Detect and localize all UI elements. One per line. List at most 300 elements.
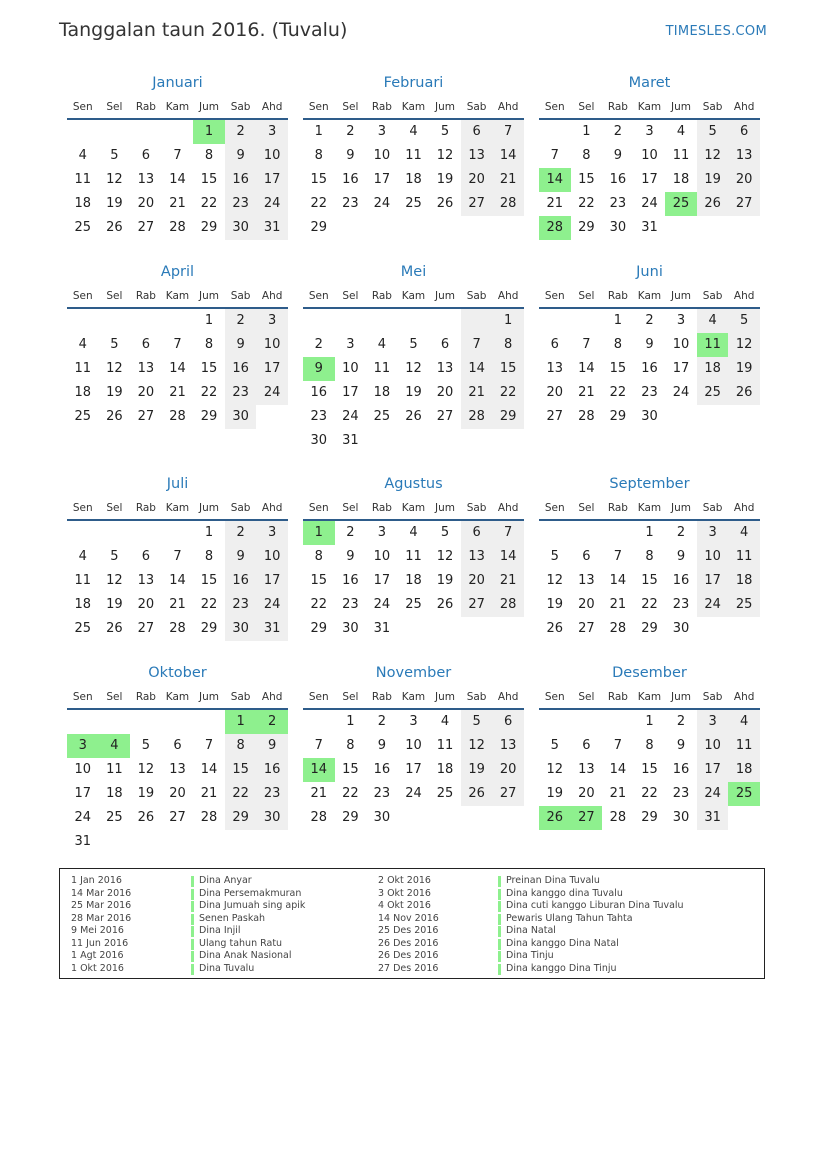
day-cell: 31 bbox=[641, 220, 658, 235]
day-cell: 6 bbox=[550, 337, 559, 352]
day-cell: 2 bbox=[676, 525, 686, 540]
day-cell: 19 bbox=[405, 385, 422, 400]
day-cell: 9 bbox=[613, 148, 623, 163]
day-cell: 11 bbox=[405, 148, 422, 163]
day-cell: 27 bbox=[461, 593, 493, 617]
month-mei bbox=[303, 259, 524, 453]
day-cell: 15 bbox=[200, 172, 218, 187]
weekday-header bbox=[303, 96, 524, 120]
day-cell: 14 bbox=[492, 545, 524, 569]
day-cell: 26 bbox=[546, 621, 564, 636]
weekday-label: Sel bbox=[106, 290, 123, 302]
day-grid bbox=[303, 120, 524, 240]
day-cell: 12 bbox=[436, 148, 454, 163]
empty-day-cell bbox=[539, 521, 571, 545]
day-cell: 31 bbox=[373, 621, 391, 636]
month-juni bbox=[539, 259, 760, 429]
month-name: Januari bbox=[152, 75, 203, 91]
weekday-label: Sab bbox=[466, 101, 487, 113]
day-cell: 2 bbox=[314, 337, 323, 352]
day-cell: 15 bbox=[200, 361, 218, 376]
day-cell: 11 bbox=[405, 549, 422, 564]
day-cell: 26 bbox=[405, 409, 422, 424]
empty-day-cell bbox=[67, 120, 99, 144]
day-cell: 25 bbox=[74, 409, 92, 424]
legend-name: Dina Injil bbox=[199, 925, 241, 936]
day-cell: 21 bbox=[578, 385, 595, 400]
day-grid bbox=[539, 521, 760, 641]
empty-day-cell bbox=[303, 710, 335, 734]
day-cell: 6 bbox=[440, 337, 450, 352]
day-cell: 5 bbox=[550, 549, 559, 564]
day-cell: 30 bbox=[609, 220, 627, 235]
weekday-label: Ahd bbox=[497, 691, 519, 703]
legend-name: Dina kanggo dina Tuvalu bbox=[506, 887, 623, 899]
empty-day-cell bbox=[366, 309, 398, 333]
day-cell: 23 bbox=[373, 786, 391, 801]
day-cell: 20 bbox=[461, 168, 493, 192]
day-cell: 4 bbox=[697, 309, 729, 333]
month-agustus bbox=[303, 471, 524, 641]
day-cell: 26 bbox=[137, 810, 155, 825]
day-cell: 2 bbox=[225, 309, 257, 333]
legend-name: Dina cuti kanggo Liburan Dina Tuvalu bbox=[506, 900, 684, 911]
day-cell: 15 bbox=[578, 172, 595, 187]
day-cell: 7 bbox=[613, 738, 623, 753]
day-cell: 8 bbox=[582, 148, 591, 163]
day-cell: 13 bbox=[137, 172, 155, 187]
empty-day-cell bbox=[67, 521, 99, 545]
day-cell: 23 bbox=[641, 385, 658, 400]
day-cell: 3 bbox=[256, 309, 288, 333]
day-cell: 24 bbox=[373, 196, 391, 211]
day-cell: 1 bbox=[645, 714, 654, 729]
day-cell: 13 bbox=[137, 573, 155, 588]
day-cell: 21 bbox=[169, 385, 186, 400]
day-cell: 1 bbox=[346, 714, 355, 729]
weekday-label: Ahd bbox=[261, 502, 283, 514]
day-cell: 26 bbox=[106, 220, 123, 235]
weekday-header bbox=[539, 686, 760, 710]
day-cell: 27 bbox=[137, 621, 155, 636]
day-cell: 14 bbox=[609, 573, 627, 588]
day-cell: 23 bbox=[672, 597, 690, 612]
weekday-label: Ahd bbox=[497, 101, 519, 113]
day-cell: 7 bbox=[582, 337, 591, 352]
legend-date: 14 Nov 2016 bbox=[378, 912, 439, 924]
day-cell: 7 bbox=[550, 148, 559, 163]
day-cell: 24 bbox=[405, 786, 422, 801]
day-cell: 15 bbox=[225, 758, 257, 782]
day-cell: 18 bbox=[74, 385, 92, 400]
legend-name: Dina kanggo Dina Tinju bbox=[506, 962, 617, 974]
empty-day-cell bbox=[162, 710, 194, 734]
day-cell: 2 bbox=[346, 525, 355, 540]
day-cell: 31 bbox=[342, 433, 359, 448]
day-cell: 18 bbox=[405, 573, 422, 588]
weekday-label: Ahd bbox=[733, 101, 755, 113]
day-cell: 11 bbox=[373, 361, 391, 376]
weekday-label: Kam bbox=[401, 101, 426, 113]
month-name: Maret bbox=[628, 75, 671, 91]
day-cell: 28 bbox=[169, 409, 186, 424]
day-cell: 9 bbox=[676, 549, 686, 564]
month-oktober bbox=[67, 660, 288, 854]
day-cell: 6 bbox=[728, 120, 760, 144]
day-cell: 30 bbox=[641, 409, 658, 424]
legend-name: Senen Paskah bbox=[199, 912, 266, 924]
day-cell: 29 bbox=[342, 810, 359, 825]
day-cell: 4 bbox=[78, 337, 87, 352]
legend-date: 11 Jun 2016 bbox=[71, 937, 129, 949]
day-cell: 9 bbox=[225, 545, 257, 569]
day-cell: 22 bbox=[641, 597, 658, 612]
day-cell: 8 bbox=[204, 549, 214, 564]
day-cell: 28 bbox=[609, 810, 627, 825]
weekday-label: Rab bbox=[371, 691, 392, 703]
weekday-label: Sel bbox=[342, 101, 359, 113]
weekday-label: Sen bbox=[544, 101, 565, 113]
weekday-label: Sel bbox=[578, 101, 595, 113]
day-cell: 15 bbox=[641, 573, 658, 588]
weekday-header bbox=[67, 96, 288, 120]
day-cell: 27 bbox=[137, 409, 155, 424]
day-cell: 25 bbox=[106, 810, 123, 825]
legend-marker bbox=[498, 939, 501, 950]
day-cell: 30 bbox=[256, 806, 288, 830]
empty-day-cell bbox=[99, 521, 131, 545]
day-cell: 3 bbox=[346, 337, 355, 352]
weekday-label: Ahd bbox=[261, 290, 283, 302]
day-cell: 17 bbox=[74, 786, 92, 801]
day-cell: 19 bbox=[728, 357, 760, 381]
day-cell: 2 bbox=[613, 124, 623, 139]
day-cell: 12 bbox=[697, 144, 729, 168]
day-cell: 15 bbox=[641, 762, 658, 777]
day-cell: 20 bbox=[461, 569, 493, 593]
day-cell: 30 bbox=[672, 621, 690, 636]
day-cell: 21 bbox=[461, 381, 493, 405]
day-cell: 13 bbox=[461, 545, 493, 569]
day-cell: 19 bbox=[436, 172, 454, 187]
day-cell: 29 bbox=[492, 405, 524, 429]
day-cell: 20 bbox=[436, 385, 454, 400]
month-name: Agustus bbox=[384, 476, 443, 492]
day-cell: 16 bbox=[672, 762, 690, 777]
weekday-label: Sel bbox=[578, 691, 595, 703]
day-cell: 18 bbox=[697, 357, 729, 381]
day-cell: 13 bbox=[461, 144, 493, 168]
day-cell: 3 bbox=[377, 525, 387, 540]
day-cell: 8 bbox=[346, 738, 355, 753]
legend-marker bbox=[498, 964, 501, 975]
day-grid bbox=[303, 521, 524, 641]
day-cell: 18 bbox=[74, 597, 92, 612]
day-cell: 10 bbox=[256, 333, 288, 357]
day-cell: 5 bbox=[728, 309, 760, 333]
legend-date: 1 Agt 2016 bbox=[71, 950, 124, 961]
holiday-day-cell: 26 bbox=[539, 806, 571, 830]
weekday-header bbox=[67, 285, 288, 309]
day-cell: 13 bbox=[578, 762, 595, 777]
day-cell: 28 bbox=[492, 593, 524, 617]
day-cell: 1 bbox=[492, 309, 524, 333]
day-cell: 4 bbox=[409, 124, 418, 139]
holiday-day-cell: 14 bbox=[539, 168, 571, 192]
month-name: November bbox=[375, 665, 452, 681]
day-cell: 5 bbox=[697, 120, 729, 144]
day-cell: 6 bbox=[582, 738, 591, 753]
legend-marker bbox=[191, 926, 194, 937]
day-cell: 14 bbox=[461, 357, 493, 381]
legend-name: Dina Anak Nasional bbox=[199, 950, 292, 961]
day-cell: 15 bbox=[310, 573, 328, 588]
day-cell: 25 bbox=[728, 593, 760, 617]
weekday-label: Jum bbox=[199, 101, 220, 113]
day-cell: 12 bbox=[106, 361, 123, 376]
empty-day-cell bbox=[130, 710, 162, 734]
legend-date: 1 Okt 2016 bbox=[71, 962, 124, 974]
day-cell: 16 bbox=[342, 573, 359, 588]
day-grid bbox=[303, 309, 524, 453]
day-cell: 3 bbox=[697, 521, 729, 545]
day-cell: 12 bbox=[405, 361, 422, 376]
day-cell: 27 bbox=[461, 192, 493, 216]
day-cell: 11 bbox=[436, 738, 454, 753]
day-cell: 6 bbox=[582, 549, 591, 564]
day-cell: 21 bbox=[169, 597, 186, 612]
day-cell: 15 bbox=[310, 172, 328, 187]
day-cell: 2 bbox=[645, 313, 654, 328]
month-februari bbox=[303, 70, 524, 240]
day-cell: 24 bbox=[697, 782, 729, 806]
weekday-label: Sel bbox=[106, 691, 123, 703]
legend-date: 27 Des 2016 bbox=[378, 962, 439, 974]
day-cell: 11 bbox=[74, 573, 92, 588]
weekday-header bbox=[539, 96, 760, 120]
weekday-label: Kam bbox=[165, 502, 190, 514]
day-cell: 5 bbox=[141, 738, 151, 753]
day-cell: 10 bbox=[74, 762, 92, 777]
day-cell: 25 bbox=[74, 621, 92, 636]
day-cell: 13 bbox=[169, 762, 186, 777]
day-cell: 3 bbox=[256, 120, 288, 144]
legend-name: Dina Natal bbox=[506, 925, 556, 936]
day-cell: 16 bbox=[225, 569, 257, 593]
day-cell: 16 bbox=[672, 573, 690, 588]
legend-marker bbox=[498, 876, 501, 887]
empty-day-cell bbox=[130, 120, 162, 144]
day-cell: 22 bbox=[200, 196, 218, 211]
day-cell: 8 bbox=[314, 148, 323, 163]
day-cell: 26 bbox=[461, 782, 493, 806]
day-cell: 10 bbox=[641, 148, 658, 163]
day-cell: 17 bbox=[373, 573, 391, 588]
weekday-label: Sen bbox=[72, 691, 93, 703]
day-cell: 7 bbox=[461, 333, 493, 357]
holiday-day-cell: 25 bbox=[665, 192, 697, 216]
day-cell: 23 bbox=[342, 196, 359, 211]
day-cell: 22 bbox=[342, 786, 359, 801]
day-cell: 21 bbox=[609, 597, 627, 612]
day-cell: 20 bbox=[137, 196, 155, 211]
weekday-label: Jum bbox=[199, 691, 220, 703]
day-cell: 12 bbox=[106, 573, 123, 588]
day-cell: 6 bbox=[141, 337, 151, 352]
holiday-day-cell: 25 bbox=[728, 782, 760, 806]
day-cell: 15 bbox=[342, 762, 359, 777]
day-cell: 18 bbox=[373, 385, 391, 400]
weekday-label: Sel bbox=[342, 502, 359, 514]
day-cell: 6 bbox=[461, 120, 493, 144]
day-cell: 14 bbox=[169, 361, 186, 376]
day-cell: 1 bbox=[204, 525, 214, 540]
holiday-legend bbox=[59, 868, 765, 979]
weekday-header bbox=[303, 497, 524, 521]
day-cell: 20 bbox=[728, 168, 760, 192]
weekday-label: Jum bbox=[671, 101, 692, 113]
day-cell: 26 bbox=[436, 196, 454, 211]
weekday-header bbox=[303, 686, 524, 710]
legend-marker bbox=[191, 901, 194, 912]
day-cell: 23 bbox=[609, 196, 627, 211]
empty-day-cell bbox=[539, 120, 571, 144]
day-cell: 16 bbox=[342, 172, 359, 187]
day-cell: 24 bbox=[641, 196, 658, 211]
legend-marker bbox=[191, 889, 194, 900]
day-cell: 21 bbox=[492, 168, 524, 192]
month-name: Juni bbox=[636, 264, 663, 280]
day-cell: 17 bbox=[405, 762, 422, 777]
day-cell: 12 bbox=[546, 762, 564, 777]
day-cell: 29 bbox=[609, 409, 627, 424]
day-cell: 24 bbox=[697, 593, 729, 617]
weekday-label: Kam bbox=[401, 502, 426, 514]
weekday-label: Sab bbox=[702, 502, 723, 514]
empty-day-cell bbox=[162, 309, 194, 333]
day-cell: 27 bbox=[728, 192, 760, 216]
day-cell: 9 bbox=[676, 738, 686, 753]
day-cell: 15 bbox=[609, 361, 627, 376]
day-cell: 1 bbox=[314, 124, 323, 139]
weekday-label: Sab bbox=[466, 691, 487, 703]
day-cell: 29 bbox=[578, 220, 595, 235]
day-cell: 30 bbox=[225, 405, 257, 429]
day-cell: 24 bbox=[373, 597, 391, 612]
legend-name: Ulang tahun Ratu bbox=[199, 937, 283, 949]
weekday-label: Sel bbox=[578, 502, 595, 514]
empty-day-cell bbox=[67, 710, 99, 734]
weekday-header bbox=[539, 497, 760, 521]
day-cell: 14 bbox=[578, 361, 595, 376]
day-cell: 16 bbox=[641, 361, 658, 376]
day-cell: 30 bbox=[672, 810, 690, 825]
day-cell: 9 bbox=[225, 333, 257, 357]
day-cell: 26 bbox=[728, 381, 760, 405]
day-cell: 3 bbox=[697, 710, 729, 734]
day-cell: 28 bbox=[310, 810, 328, 825]
day-cell: 25 bbox=[74, 220, 92, 235]
day-cell: 29 bbox=[200, 621, 218, 636]
day-cell: 9 bbox=[256, 734, 288, 758]
day-cell: 17 bbox=[256, 357, 288, 381]
day-cell: 8 bbox=[204, 337, 214, 352]
holiday-day-cell: 1 bbox=[225, 710, 257, 734]
day-cell: 1 bbox=[582, 124, 591, 139]
empty-day-cell bbox=[193, 710, 225, 734]
day-cell: 8 bbox=[225, 734, 257, 758]
day-cell: 26 bbox=[697, 192, 729, 216]
day-cell: 24 bbox=[672, 385, 690, 400]
month-name: Februari bbox=[383, 75, 444, 91]
legend-marker bbox=[191, 951, 194, 962]
day-grid bbox=[539, 309, 760, 429]
empty-day-cell bbox=[99, 309, 131, 333]
day-cell: 11 bbox=[728, 545, 760, 569]
day-cell: 18 bbox=[74, 196, 92, 211]
weekday-label: Sab bbox=[466, 502, 487, 514]
day-cell: 30 bbox=[373, 810, 391, 825]
weekday-label: Rab bbox=[135, 290, 156, 302]
day-cell: 5 bbox=[409, 337, 418, 352]
day-cell: 29 bbox=[200, 409, 218, 424]
weekday-label: Sen bbox=[72, 290, 93, 302]
day-cell: 23 bbox=[225, 593, 257, 617]
day-cell: 19 bbox=[106, 385, 123, 400]
day-cell: 7 bbox=[173, 148, 182, 163]
day-cell: 25 bbox=[373, 409, 391, 424]
day-cell: 10 bbox=[672, 337, 690, 352]
day-cell: 13 bbox=[578, 573, 595, 588]
day-cell: 13 bbox=[728, 144, 760, 168]
weekday-label: Sen bbox=[308, 502, 329, 514]
day-cell: 24 bbox=[256, 381, 288, 405]
day-cell: 22 bbox=[609, 385, 627, 400]
weekday-label: Sen bbox=[72, 101, 93, 113]
weekday-label: Jum bbox=[435, 290, 456, 302]
day-cell: 9 bbox=[225, 144, 257, 168]
day-cell: 20 bbox=[492, 758, 524, 782]
day-cell: 22 bbox=[578, 196, 595, 211]
weekday-label: Rab bbox=[371, 101, 392, 113]
empty-day-cell bbox=[162, 521, 194, 545]
day-cell: 18 bbox=[106, 786, 123, 801]
brand-link[interactable]: TIMESLES.COM bbox=[665, 24, 767, 39]
empty-day-cell bbox=[67, 309, 99, 333]
day-grid bbox=[539, 120, 760, 240]
day-cell: 22 bbox=[200, 385, 218, 400]
day-cell: 28 bbox=[578, 409, 595, 424]
weekday-header bbox=[67, 686, 288, 710]
empty-day-cell bbox=[429, 309, 461, 333]
day-cell: 12 bbox=[546, 573, 564, 588]
day-cell: 6 bbox=[141, 549, 151, 564]
empty-day-cell bbox=[539, 710, 571, 734]
day-cell: 20 bbox=[169, 786, 186, 801]
legend-name: Pewaris Ulang Tahun Tahta bbox=[506, 912, 633, 924]
day-cell: 26 bbox=[106, 621, 123, 636]
weekday-label: Jum bbox=[671, 290, 692, 302]
day-cell: 27 bbox=[546, 409, 564, 424]
legend-name: Dina Persemakmuran bbox=[199, 887, 302, 899]
day-cell: 11 bbox=[728, 734, 760, 758]
day-cell: 4 bbox=[78, 549, 87, 564]
day-cell: 1 bbox=[204, 313, 214, 328]
day-cell: 3 bbox=[645, 124, 654, 139]
legend-marker bbox=[191, 964, 194, 975]
day-cell: 20 bbox=[137, 597, 155, 612]
day-cell: 16 bbox=[373, 762, 391, 777]
